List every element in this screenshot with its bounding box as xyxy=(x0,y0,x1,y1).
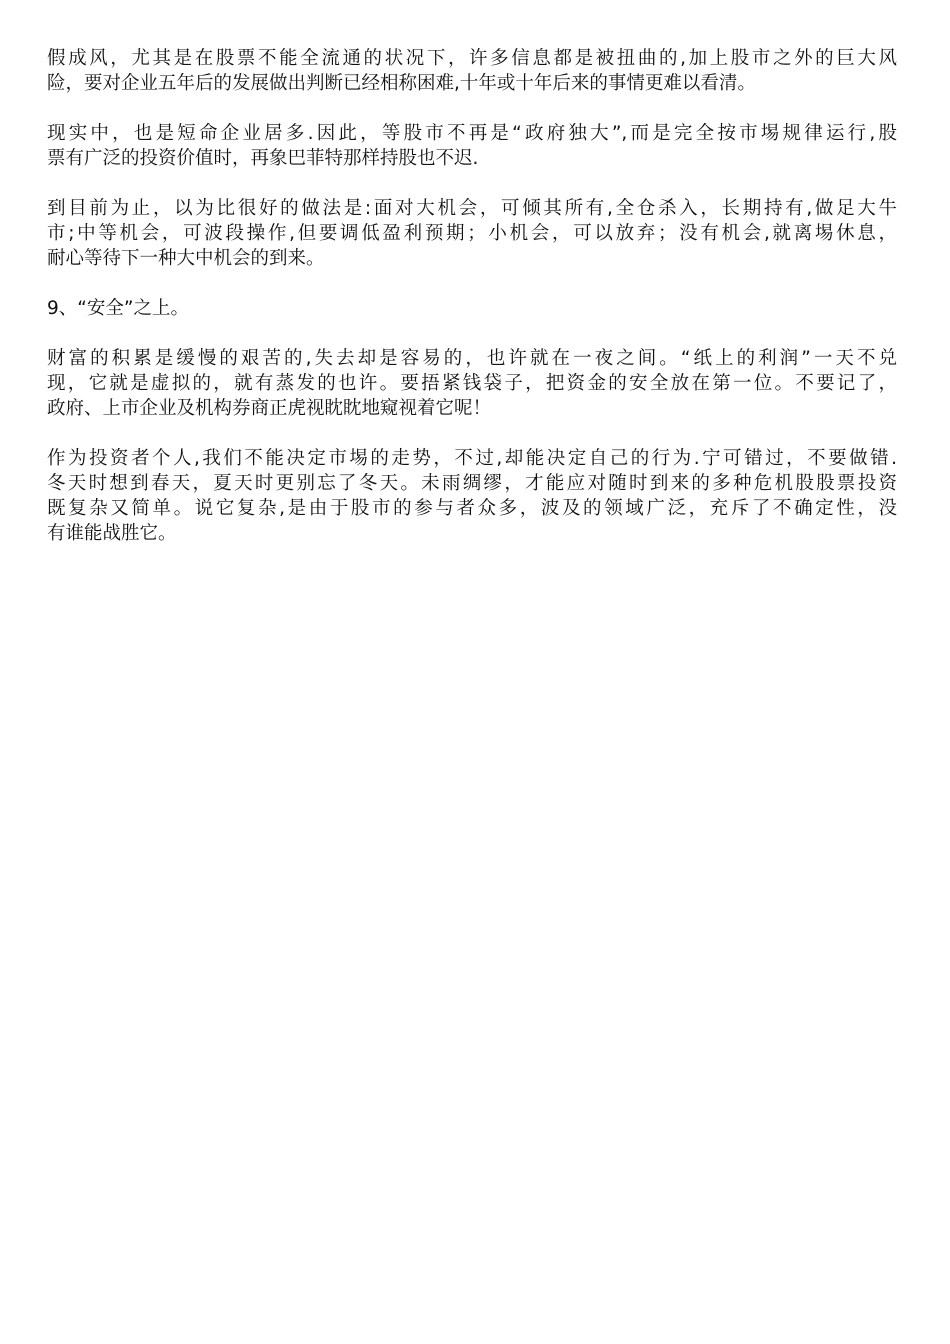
text-line: 政府、上市企业及机构券商正虎视眈眈地窥视着它呢！ xyxy=(47,398,492,419)
text-line: 现实中，也是短命企业居多.因此，等股市不再是“政府独大”,而是完全按市埸规律运行,股 xyxy=(47,123,897,144)
paragraph-5 xyxy=(47,446,897,546)
paragraph-4 xyxy=(47,346,897,421)
text-line: 既复杂又简单。说它复杂,是由于股市的参与者众多，波及的领域广泛，充斥了不确定性，没 xyxy=(47,498,897,519)
text-line: 现，它就是虚拟的，就有蒸发的也许。要捂紧钱袋子，把资金的安全放在第一位。不要记了， xyxy=(47,373,897,394)
paragraph-1 xyxy=(47,46,897,96)
text-line: 耐心等待下一种大中机会的到来。 xyxy=(47,248,325,269)
heading-text: 9、“安全”之上。 xyxy=(47,298,189,319)
text-line: 到目前为止，以为比很好的做法是:面对大机会，可倾其所有,全仓杀入，长期持有,做足大牛 xyxy=(47,198,897,219)
text-line: 有谁能战胜它。 xyxy=(47,523,177,544)
document-page xyxy=(47,46,897,571)
text-line: 险，要对企业五年后的发展做出判断已经相称困难,十年或十年后来的事情更难以看清。 xyxy=(47,73,756,94)
text-line: 作为投资者个人,我们不能决定市埸的走势，不过,却能决定自己的行为.宁可错过，不要做错. xyxy=(47,448,897,469)
section-heading xyxy=(47,296,897,321)
text-line: 票有广泛的投资价值时，再象巴菲特那样持股也不迟. xyxy=(47,148,479,169)
text-line: 冬天时想到春天，夏天时更别忘了冬天。未雨绸缪，才能应对随时到来的多种危机股股票投资 xyxy=(47,473,897,494)
text-line: 财富的积累是缓慢的艰苦的,失去却是容易的，也许就在一夜之间。“纸上的利润”一天不兑 xyxy=(47,348,897,369)
text-line: 市;中等机会，可波段操作,但要调低盈利预期；小机会，可以放弃；没有机会,就离埸休息， xyxy=(47,223,897,244)
paragraph-3 xyxy=(47,196,897,271)
paragraph-2 xyxy=(47,121,897,171)
text-line: 假成风，尤其是在股票不能全流通的状况下，许多信息都是被扭曲的,加上股市之外的巨大风 xyxy=(47,48,897,69)
